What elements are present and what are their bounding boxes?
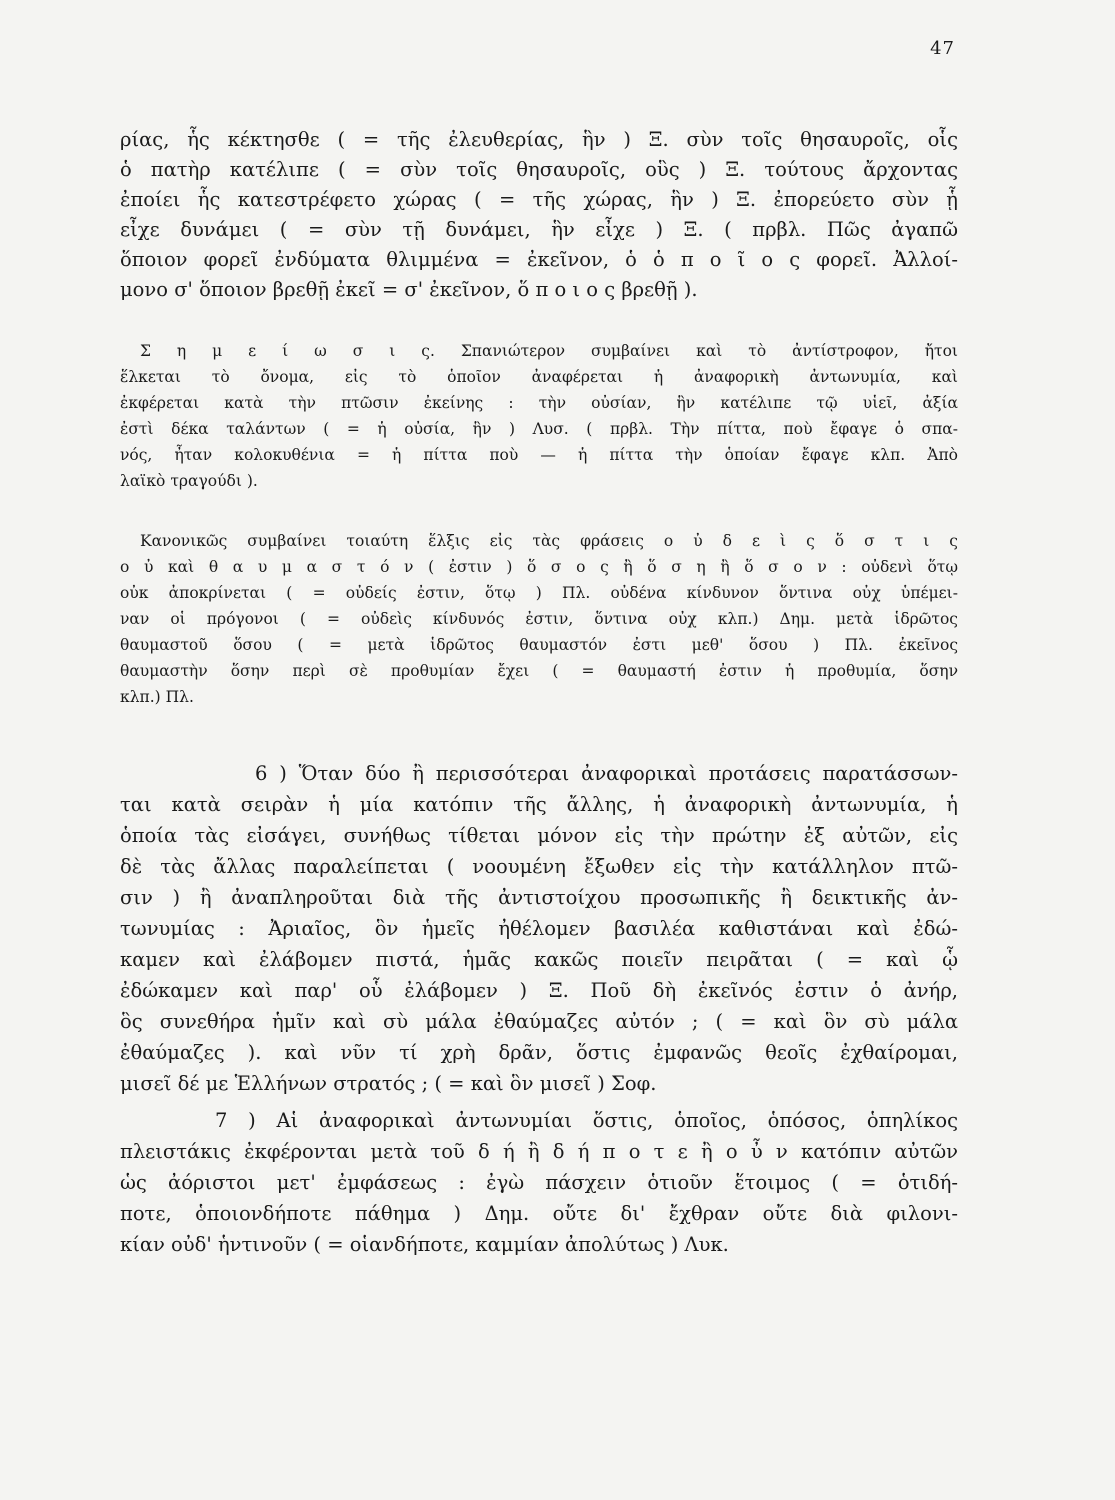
- text-line: 7 ) Αἱ ἀναφορικαὶ ἀντωνυμίαι ὅστις, ὁποῖος, ὁπόσος, ὁπηλίκος: [215, 1109, 958, 1132]
- text-line: ὁποία τὰς εἰσάγει, συνήθως τίθεται μόνον εἰς τὴν πρώτην ἐξ αὐτῶν, εἰς: [120, 824, 958, 847]
- text-line: καμεν καὶ ἐλάβομεν πιστά, ἡμᾶς κακῶς ποιεῖν πειρᾶται ( = καὶ ᾧ: [120, 948, 958, 971]
- paragraph-3: [120, 528, 958, 710]
- text-line: ρίας, ἧς κέκτησθε ( = τῆς ἐλευθερίας, ἣν ) Ξ. σὺν τοῖς θησαυροῖς, οἷς: [120, 128, 958, 151]
- text-line: ὃς συνεθήρα ἡμῖν καὶ σὺ μάλα ἐθαύμαζες αὐτόν ; ( = καὶ ὃν σὺ μάλα: [120, 1010, 958, 1033]
- text-line: κλπ.) Πλ.: [120, 688, 194, 706]
- text-line: Σ η μ ε ί ω σ ι ς. Σπανιώτερον συμβαίνει καὶ τὸ ἀντίστροφον, ἤτοι: [140, 342, 958, 360]
- text-line: ὁ πατὴρ κατέλιπε ( = σὺν τοῖς θησαυροῖς, οὓς ) Ξ. τούτους ἄρχοντας: [120, 158, 958, 181]
- text-line: ποτε, ὁποιονδήποτε πάθημα ) Δημ. οὔτε δι' ἔχθραν οὔτε διὰ φιλονι-: [120, 1202, 958, 1225]
- text-line: σιν ) ἢ ἀναπληροῦται διὰ τῆς ἀντιστοίχου προσωπικῆς ἢ δεικτικῆς ἀν-: [120, 886, 958, 909]
- text-line: πλειστάκις ἐκφέρονται μετὰ τοῦ δ ή ἢ δ ή π ο τ ε ἢ ο ὖ ν κατόπιν αὐτῶν: [120, 1140, 958, 1163]
- text-line: ἐκφέρεται κατὰ τὴν πτῶσιν ἐκείνης : τὴν οὐσίαν, ἣν κατέλιπε τῷ υἱεῖ, ἀξία: [120, 394, 958, 412]
- text-line: μισεῖ δέ με Ἑλλήνων στρατός ; ( = καὶ ὃν μισεῖ ) Σοφ.: [120, 1072, 657, 1095]
- text-line: δὲ τὰς ἄλλας παραλείπεται ( νοουμένη ἔξωθεν εἰς τὴν κατάλληλον πτῶ-: [120, 855, 958, 878]
- text-line: ἕλκεται τὸ ὄνομα, εἰς τὸ ὁποῖον ἀναφέρεται ἡ ἀναφορικὴ ἀντωνυμία, καὶ: [120, 368, 958, 386]
- text-line: ὅποιον φορεῖ ἐνδύματα θλιμμένα = ἐκεῖνον, ὁ ὁ π ο ῖ ο ς φορεῖ. Ἀλλοί-: [120, 248, 958, 271]
- text-line: ται κατὰ σειρὰν ἡ μία κατόπιν τῆς ἄλλης, ἡ ἀναφορικὴ ἀντωνυμία, ἡ: [120, 793, 958, 816]
- page-number: 47: [930, 38, 955, 59]
- text-line: ἐδώκαμεν καὶ παρ' οὗ ἐλάβομεν ) Ξ. Ποῦ δὴ ἐκεῖνός ἐστιν ὁ ἀνήρ,: [120, 979, 958, 1002]
- paragraph-4: [120, 758, 958, 1260]
- text-line: Κανονικῶς συμβαίνει τοιαύτη ἕλξις εἰς τὰς φράσεις ο ὐ δ ε ὶ ς ὅ σ τ ι ς: [140, 532, 958, 550]
- paragraph-1: [120, 125, 958, 305]
- text-line: 6 ) Ὅταν δύο ἢ περισσότεραι ἀναφορικαὶ προτάσεις παρατάσσων-: [255, 762, 958, 785]
- text-line: νός, ἦταν κολοκυθένια = ἡ πίττα ποὺ — ἡ πίττα τὴν ὁποίαν ἔφαγε κλπ. Ἀπὸ: [120, 446, 958, 464]
- text-line: μονο σ' ὅποιον βρεθῇ ἐκεῖ = σ' ἐκεῖνον, ὅ π ο ι ο ς βρεθῇ ).: [120, 278, 698, 301]
- text-line: λαϊκὸ τραγούδι ).: [120, 472, 258, 490]
- text-line: ἐθαύμαζες ). καὶ νῦν τί χρὴ δρᾶν, ὅστις ἐμφανῶς θεοῖς ἐχθαίρομαι,: [120, 1041, 958, 1064]
- text-line: θαυμαστοῦ ὅσου ( = μετὰ ἱδρῶτος θαυμαστόν ἐστι μεθ' ὅσου ) Πλ. ἐκεῖνος: [120, 636, 958, 654]
- text-line: εἶχε δυνάμει ( = σὺν τῇ δυνάμει, ἣν εἶχε ) Ξ. ( πρβλ. Πῶς ἀγαπῶ: [120, 218, 958, 241]
- text-line: ναν οἱ πρόγονοι ( = οὐδεὶς κίνδυνός ἐστιν, ὅντινα οὐχ κλπ.) Δημ. μετὰ ἱδρῶτος: [120, 610, 958, 628]
- text-line: ἐποίει ἧς κατεστρέφετο χώρας ( = τῆς χώρας, ἣν ) Ξ. ἐπορεύετο σὺν ᾗ: [120, 188, 958, 211]
- paragraph-2-note: [120, 338, 958, 494]
- text-line: κίαν οὐδ' ἡντινοῦν ( = οἱανδήποτε, καμμίαν ἀπολύτως ) Λυκ.: [120, 1233, 729, 1256]
- text-line: τωνυμίας : Ἀριαῖος, ὃν ἡμεῖς ἠθέλομεν βασιλέα καθιστάναι καὶ ἐδώ-: [120, 917, 958, 940]
- text-line: ὡς ἀόριστοι μετ' ἐμφάσεως : ἐγὼ πάσχειν ὁτιοῦν ἕτοιμος ( = ὁτιδή-: [120, 1171, 958, 1194]
- text-line: ἐστὶ δέκα ταλάντων ( = ἡ οὐσία, ἣν ) Λυσ. ( πρβλ. Τὴν πίττα, ποὺ ἔφαγε ὁ σπα-: [120, 420, 958, 438]
- text-line: ο ὐ καὶ θ α υ μ α σ τ ό ν ( ἐστιν ) ὅ σ ο ς ἢ ὅ σ η ἢ ὅ σ ο ν : οὐδενὶ ὅτῳ: [120, 558, 958, 576]
- text-line: θαυμαστὴν ὅσην περὶ σὲ προθυμίαν ἔχει ( = θαυμαστή ἐστιν ἡ προθυμία, ὅσην: [120, 662, 958, 680]
- text-line: οὐκ ἀποκρίνεται ( = οὐδείς ἐστιν, ὅτῳ ) Πλ. οὐδένα κίνδυνον ὅντινα οὐχ ὑπέμει-: [120, 584, 958, 602]
